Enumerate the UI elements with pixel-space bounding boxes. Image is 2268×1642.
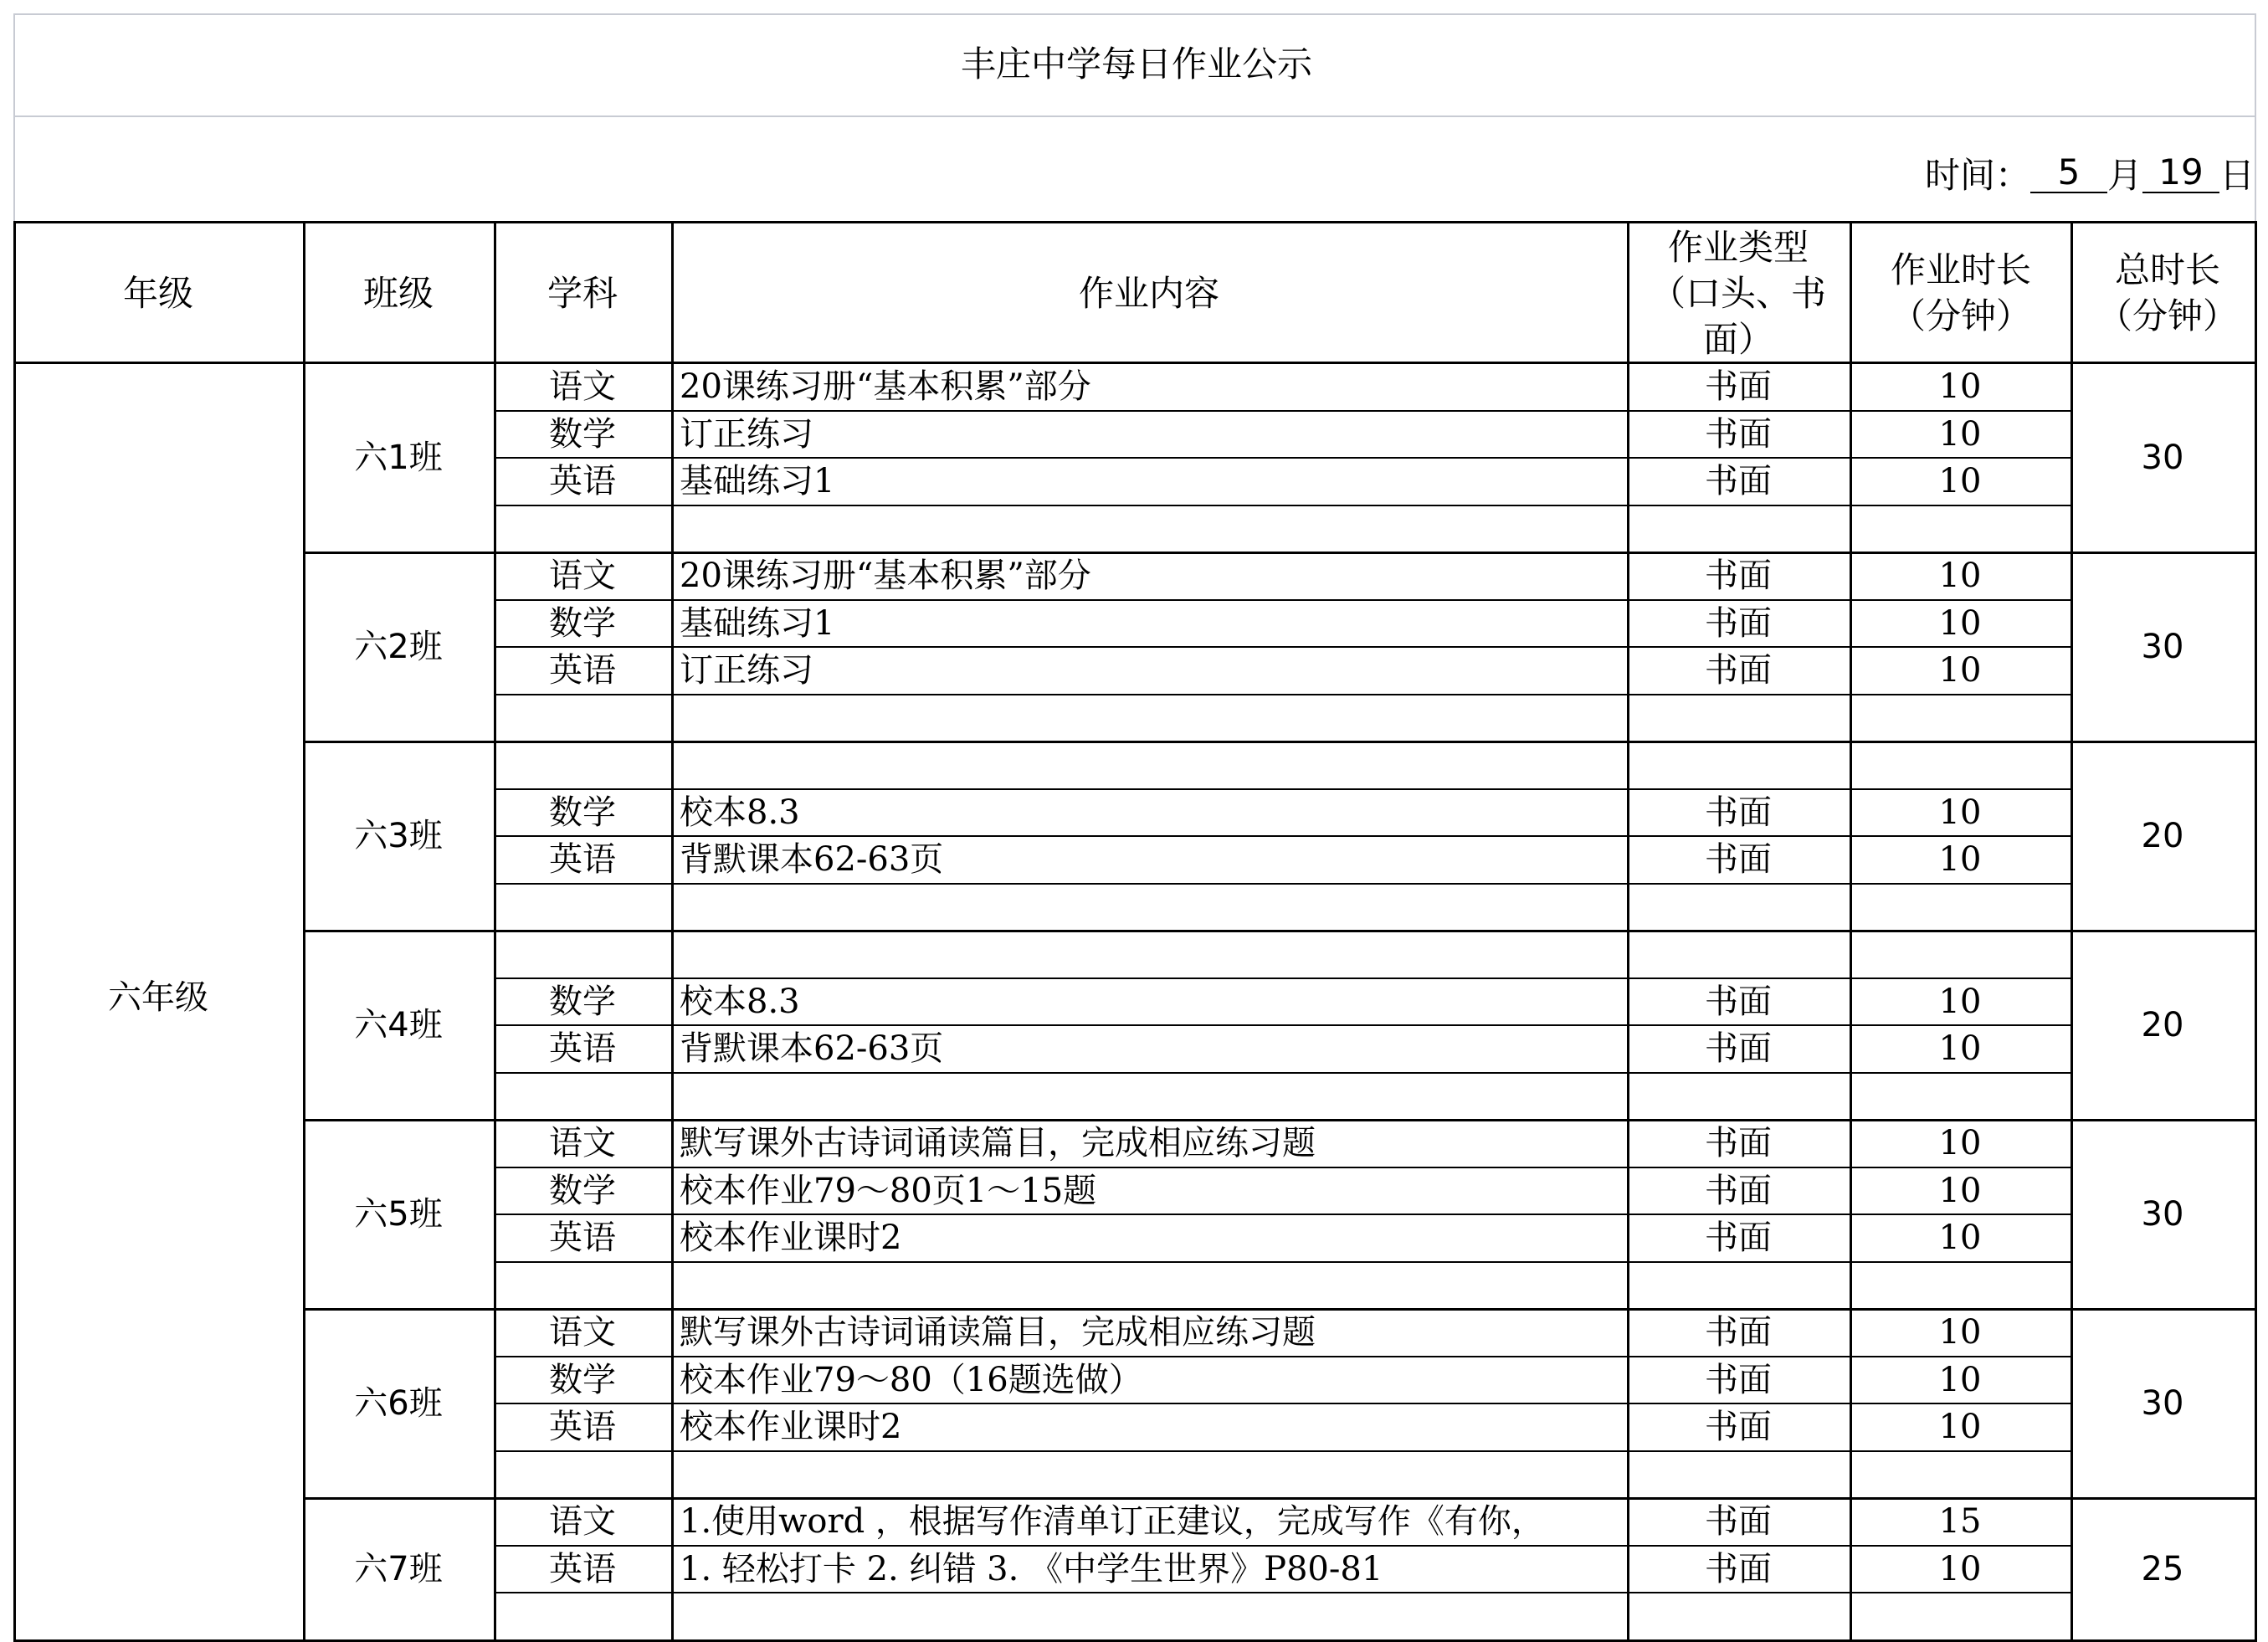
column-border bbox=[1850, 363, 1852, 1642]
row-border bbox=[494, 646, 2070, 648]
type-cell: 书面 bbox=[1705, 367, 1772, 407]
duration-cell: 10 bbox=[1938, 651, 1982, 690]
row-border bbox=[494, 835, 2070, 837]
total-duration-cell: 30 bbox=[2141, 628, 2184, 666]
duration-cell: 10 bbox=[1938, 1360, 1982, 1399]
subject-cell: 数学 bbox=[549, 982, 616, 1021]
content-cell: 基础练习1 bbox=[680, 603, 835, 643]
header-type: 作业类型（口头、书面） bbox=[1650, 226, 1826, 360]
type-cell bbox=[1627, 741, 1850, 789]
duration-cell: 10 bbox=[1938, 462, 1982, 501]
subject-cell: 语文 bbox=[549, 557, 616, 596]
subject-cell bbox=[494, 884, 671, 931]
content-cell: 基础练习1 bbox=[680, 462, 835, 501]
sheet-title: 丰庄中学每日作业公示 bbox=[960, 44, 1312, 85]
type-cell bbox=[1627, 1593, 1850, 1640]
subject-cell bbox=[494, 741, 671, 789]
gridline bbox=[13, 115, 2255, 117]
type-cell: 书面 bbox=[1705, 462, 1772, 501]
row-border bbox=[494, 599, 2070, 601]
content-cell: 默写课外古诗词诵读篇目，完成相应练习题 bbox=[680, 1124, 1316, 1163]
header-class: 班级 bbox=[362, 272, 434, 314]
date-label: 时间： bbox=[1925, 155, 2031, 196]
content-cell bbox=[671, 1593, 1627, 1640]
header-duration: 作业时长（分钟） bbox=[1890, 249, 2031, 336]
row-border bbox=[494, 1403, 2070, 1404]
duration-cell bbox=[1850, 505, 2070, 553]
duration-cell: 10 bbox=[1938, 1171, 1982, 1210]
type-cell: 书面 bbox=[1705, 557, 1772, 596]
class-name-cell: 六3班 bbox=[354, 817, 443, 855]
content-cell bbox=[671, 884, 1627, 931]
column-border bbox=[2070, 221, 2073, 363]
column-border bbox=[1627, 221, 1629, 363]
class-name-cell: 六1班 bbox=[354, 439, 443, 477]
row-border bbox=[494, 883, 2070, 885]
type-cell: 书面 bbox=[1705, 1408, 1772, 1447]
duration-cell bbox=[1850, 1451, 2070, 1499]
subject-cell: 英语 bbox=[549, 1408, 616, 1447]
subject-cell bbox=[494, 505, 671, 553]
date-day: 19 bbox=[2142, 153, 2219, 193]
row-border bbox=[494, 1261, 2070, 1263]
row-border bbox=[494, 1072, 2070, 1074]
subject-cell: 英语 bbox=[549, 1219, 616, 1258]
class-name-cell: 六4班 bbox=[354, 1006, 443, 1044]
subject-cell bbox=[494, 1073, 671, 1121]
row-border bbox=[494, 788, 2070, 790]
row-border bbox=[494, 1214, 2070, 1215]
group-border bbox=[303, 1497, 2256, 1500]
duration-cell: 10 bbox=[1938, 1124, 1982, 1163]
subject-cell bbox=[494, 1593, 671, 1640]
content-cell: 订正练习 bbox=[680, 414, 813, 454]
duration-cell: 10 bbox=[1938, 367, 1982, 407]
row-border bbox=[494, 1167, 2070, 1168]
total-duration-cell: 25 bbox=[2141, 1549, 2184, 1588]
row-border bbox=[494, 978, 2070, 979]
gridline bbox=[2255, 13, 2256, 223]
duration-cell bbox=[1850, 884, 2070, 931]
type-cell: 书面 bbox=[1705, 414, 1772, 454]
row-border bbox=[494, 1592, 2070, 1593]
subject-cell: 数学 bbox=[549, 1360, 616, 1399]
content-cell: 校本8.3 bbox=[680, 982, 800, 1021]
content-cell: 20课练习册“基本积累”部分 bbox=[680, 557, 1091, 596]
subject-cell: 英语 bbox=[549, 840, 616, 880]
duration-cell: 10 bbox=[1938, 603, 1982, 643]
content-cell: 1.使用word ，根据写作清单订正建议，完成写作《有你， bbox=[680, 1502, 1545, 1542]
type-cell: 书面 bbox=[1705, 1360, 1772, 1399]
content-cell: 1. 轻松打卡 2. 纠错 3. 《中学生世界》P80-81 bbox=[680, 1549, 1383, 1588]
row-border bbox=[494, 457, 2070, 459]
subject-cell: 英语 bbox=[549, 1549, 616, 1588]
type-cell bbox=[1627, 884, 1850, 931]
row-border bbox=[494, 1450, 2070, 1452]
content-cell bbox=[671, 505, 1627, 553]
type-cell: 书面 bbox=[1705, 793, 1772, 832]
date-line bbox=[1925, 144, 2255, 203]
content-cell: 背默课本62-63页 bbox=[680, 840, 944, 880]
column-border bbox=[2070, 363, 2073, 1642]
table-border bbox=[13, 362, 2256, 364]
type-cell bbox=[1627, 1451, 1850, 1499]
class-name-cell: 六2班 bbox=[354, 628, 443, 666]
subject-cell: 数学 bbox=[549, 603, 616, 643]
duration-cell: 10 bbox=[1938, 1313, 1982, 1352]
column-border bbox=[303, 363, 305, 1642]
content-cell: 背默课本62-63页 bbox=[680, 1029, 944, 1069]
class-name-cell: 六7班 bbox=[354, 1549, 443, 1588]
duration-cell: 10 bbox=[1938, 840, 1982, 880]
content-cell: 校本作业课时2 bbox=[680, 1408, 902, 1447]
row-border bbox=[494, 1024, 2070, 1026]
type-cell: 书面 bbox=[1705, 1171, 1772, 1210]
subject-cell: 英语 bbox=[549, 462, 616, 501]
type-cell bbox=[1627, 931, 1850, 978]
column-border bbox=[1627, 363, 1629, 1642]
duration-cell bbox=[1850, 741, 2070, 789]
subject-cell: 语文 bbox=[549, 1313, 616, 1352]
content-cell: 校本作业79～80（16题选做） bbox=[680, 1360, 1142, 1399]
subject-cell bbox=[494, 695, 671, 742]
column-border bbox=[2255, 221, 2257, 363]
group-border bbox=[303, 1308, 2256, 1311]
type-cell: 书面 bbox=[1705, 1502, 1772, 1542]
header-grade: 年级 bbox=[122, 272, 193, 314]
subject-cell bbox=[494, 931, 671, 978]
type-cell bbox=[1627, 1073, 1850, 1121]
column-border bbox=[13, 221, 16, 363]
type-cell: 书面 bbox=[1705, 1029, 1772, 1069]
column-border bbox=[303, 221, 305, 363]
subject-cell: 语文 bbox=[549, 1502, 616, 1542]
type-cell bbox=[1627, 505, 1850, 553]
total-duration-cell: 20 bbox=[2141, 817, 2184, 855]
content-cell: 默写课外古诗词诵读篇目，完成相应练习题 bbox=[680, 1313, 1316, 1352]
subject-cell bbox=[494, 1262, 671, 1310]
duration-cell: 10 bbox=[1938, 557, 1982, 596]
content-cell bbox=[671, 741, 1627, 789]
date-day-unit: 日 bbox=[2219, 155, 2255, 196]
table-border bbox=[13, 1639, 2256, 1642]
duration-cell: 10 bbox=[1938, 1219, 1982, 1258]
subject-cell: 语文 bbox=[549, 367, 616, 407]
type-cell: 书面 bbox=[1705, 651, 1772, 690]
grade-cell: 六年级 bbox=[108, 978, 208, 1017]
duration-cell: 15 bbox=[1938, 1502, 1982, 1542]
header-subject: 学科 bbox=[546, 272, 618, 314]
type-cell bbox=[1627, 695, 1850, 742]
duration-cell bbox=[1850, 1073, 2070, 1121]
content-cell: 20课练习册“基本积累”部分 bbox=[680, 367, 1091, 407]
duration-cell bbox=[1850, 695, 2070, 742]
duration-cell: 10 bbox=[1938, 1549, 1982, 1588]
content-cell bbox=[671, 1451, 1627, 1499]
type-cell: 书面 bbox=[1705, 1219, 1772, 1258]
header-content: 作业内容 bbox=[1078, 272, 1219, 314]
duration-cell: 10 bbox=[1938, 414, 1982, 454]
duration-cell: 10 bbox=[1938, 982, 1982, 1021]
group-border bbox=[303, 741, 2256, 743]
subject-cell: 数学 bbox=[549, 1171, 616, 1210]
gridline bbox=[13, 13, 15, 223]
subject-cell: 数学 bbox=[549, 414, 616, 454]
date-month: 5 bbox=[2030, 153, 2107, 193]
row-border bbox=[494, 1356, 2070, 1357]
row-border bbox=[494, 694, 2070, 695]
group-border bbox=[303, 930, 2256, 932]
subject-cell: 数学 bbox=[549, 793, 616, 832]
duration-cell: 10 bbox=[1938, 1029, 1982, 1069]
total-duration-cell: 30 bbox=[2141, 1195, 2184, 1234]
type-cell bbox=[1627, 1262, 1850, 1310]
type-cell: 书面 bbox=[1705, 603, 1772, 643]
column-border bbox=[1850, 221, 1852, 363]
date-month-unit: 月 bbox=[2107, 155, 2143, 196]
class-name-cell: 六5班 bbox=[354, 1195, 443, 1234]
type-cell: 书面 bbox=[1705, 982, 1772, 1021]
duration-cell bbox=[1850, 931, 2070, 978]
gridline bbox=[13, 13, 2255, 15]
duration-cell bbox=[1850, 1262, 2070, 1310]
content-cell bbox=[671, 1262, 1627, 1310]
content-cell: 校本作业79～80页1～15题 bbox=[680, 1171, 1097, 1210]
group-border bbox=[303, 552, 2256, 554]
table-border bbox=[13, 221, 2256, 223]
column-border bbox=[494, 221, 496, 363]
column-border bbox=[13, 363, 16, 1642]
content-cell: 校本作业课时2 bbox=[680, 1219, 902, 1258]
type-cell: 书面 bbox=[1705, 1549, 1772, 1588]
row-border bbox=[494, 1545, 2070, 1547]
content-cell bbox=[671, 695, 1627, 742]
content-cell bbox=[671, 931, 1627, 978]
duration-cell: 10 bbox=[1938, 1408, 1982, 1447]
column-border bbox=[494, 363, 496, 1642]
column-border bbox=[671, 221, 674, 363]
class-name-cell: 六6班 bbox=[354, 1384, 443, 1423]
duration-cell: 10 bbox=[1938, 793, 1982, 832]
content-cell: 订正练习 bbox=[680, 651, 813, 690]
content-cell: 校本8.3 bbox=[680, 793, 800, 832]
subject-cell: 英语 bbox=[549, 1029, 616, 1069]
row-border bbox=[494, 505, 2070, 506]
total-duration-cell: 20 bbox=[2141, 1006, 2184, 1044]
group-border bbox=[303, 1119, 2256, 1121]
type-cell: 书面 bbox=[1705, 840, 1772, 880]
subject-cell bbox=[494, 1451, 671, 1499]
total-duration-cell: 30 bbox=[2141, 439, 2184, 477]
subject-cell: 语文 bbox=[549, 1124, 616, 1163]
column-border bbox=[671, 363, 674, 1642]
content-cell bbox=[671, 1073, 1627, 1121]
duration-cell bbox=[1850, 1593, 2070, 1640]
total-duration-cell: 30 bbox=[2141, 1384, 2184, 1423]
type-cell: 书面 bbox=[1705, 1124, 1772, 1163]
column-border bbox=[2255, 363, 2257, 1642]
header-total: 总时长（分钟） bbox=[2096, 249, 2238, 336]
type-cell: 书面 bbox=[1705, 1313, 1772, 1352]
row-border bbox=[494, 410, 2070, 412]
subject-cell: 英语 bbox=[549, 651, 616, 690]
